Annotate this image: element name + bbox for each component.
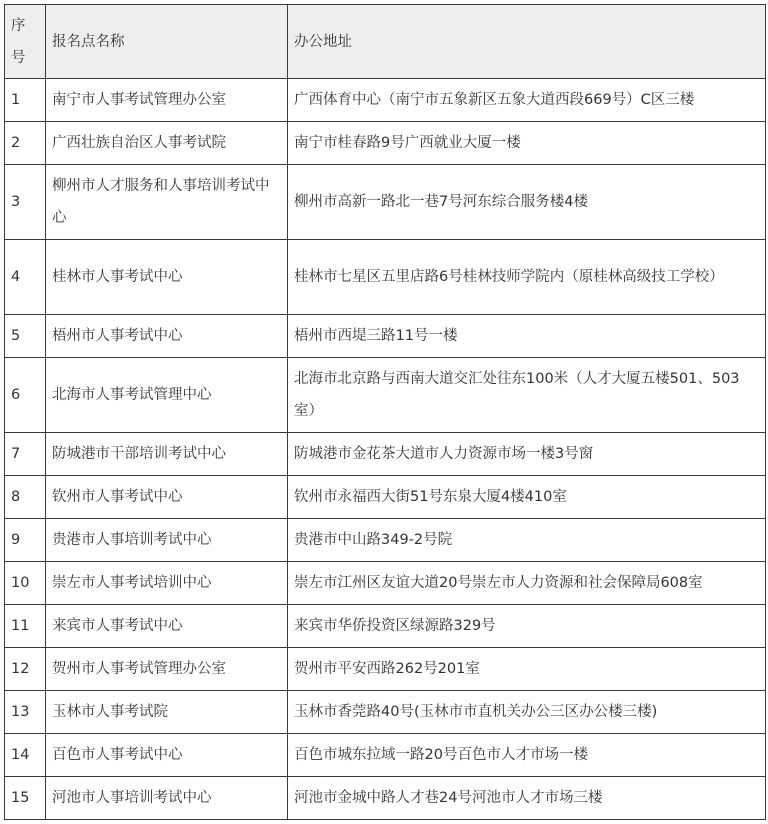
cell-name: 南宁市人事考试管理办公室 (46, 79, 288, 122)
cell-index: 5 (5, 315, 46, 358)
cell-address: 贺州市平安西路262号201室 (288, 648, 766, 691)
table-row (5, 165, 766, 240)
cell-name: 梧州市人事考试中心 (46, 315, 288, 358)
cell-address: 钦州市永福西大街51号东泉大厦4楼410室 (288, 476, 766, 519)
cell-address: 北海市北京路与西南大道交汇处往东100米（人才大厦五楼501、503室） (288, 358, 766, 433)
cell-address: 柳州市高新一路北一巷7号河东综合服务楼4楼 (288, 165, 766, 240)
cell-address: 梧州市西堤三路11号一楼 (288, 315, 766, 358)
cell-index: 12 (5, 648, 46, 691)
cell-name: 桂林市人事考试中心 (46, 240, 288, 315)
table-row (5, 519, 766, 562)
cell-index: 15 (5, 777, 46, 820)
table-row (5, 605, 766, 648)
cell-index: 8 (5, 476, 46, 519)
cell-name: 防城港市干部培训考试中心 (46, 433, 288, 476)
cell-index: 13 (5, 691, 46, 734)
cell-address: 来宾市华侨投资区绿源路329号 (288, 605, 766, 648)
cell-name: 贺州市人事考试管理办公室 (46, 648, 288, 691)
cell-address: 玉林市香莞路40号(玉林市市直机关办公三区办公楼三楼) (288, 691, 766, 734)
cell-name: 北海市人事考试管理中心 (46, 358, 288, 433)
cell-address: 崇左市江州区友谊大道20号崇左市人力资源和社会保障局608室 (288, 562, 766, 605)
cell-index: 9 (5, 519, 46, 562)
header-row (5, 5, 766, 79)
cell-name: 柳州市人才服务和人事培训考试中心 (46, 165, 288, 240)
cell-name: 来宾市人事考试中心 (46, 605, 288, 648)
cell-name: 广西壮族自治区人事考试院 (46, 122, 288, 165)
table-row (5, 648, 766, 691)
header-name: 报名点名称 (46, 5, 288, 79)
table-header (5, 5, 766, 79)
table-row (5, 734, 766, 777)
cell-index: 3 (5, 165, 46, 240)
cell-address: 河池市金城中路人才巷24号河池市人才市场三楼 (288, 777, 766, 820)
cell-address: 南宁市桂春路9号广西就业大厦一楼 (288, 122, 766, 165)
registration-points-table-container (4, 4, 766, 820)
cell-index: 11 (5, 605, 46, 648)
table-row (5, 476, 766, 519)
cell-name: 钦州市人事考试中心 (46, 476, 288, 519)
table-row (5, 433, 766, 476)
table-row (5, 79, 766, 122)
cell-name: 河池市人事培训考试中心 (46, 777, 288, 820)
cell-address: 百色市城东拉域一路20号百色市人才市场一楼 (288, 734, 766, 777)
registration-points-table (4, 4, 766, 820)
cell-index: 14 (5, 734, 46, 777)
header-address: 办公地址 (288, 5, 766, 79)
cell-name: 玉林市人事考试院 (46, 691, 288, 734)
table-row (5, 240, 766, 315)
cell-address: 防城港市金花茶大道市人力资源市场一楼3号窗 (288, 433, 766, 476)
cell-index: 1 (5, 79, 46, 122)
cell-name: 贵港市人事培训考试中心 (46, 519, 288, 562)
cell-address: 广西体育中心（南宁市五象新区五象大道西段669号）C区三楼 (288, 79, 766, 122)
header-index: 序号 (5, 5, 46, 79)
table-row (5, 358, 766, 433)
table-row (5, 777, 766, 820)
cell-index: 2 (5, 122, 46, 165)
cell-index: 7 (5, 433, 46, 476)
table-row (5, 122, 766, 165)
cell-name: 百色市人事考试中心 (46, 734, 288, 777)
cell-address: 桂林市七星区五里店路6号桂林技师学院内（原桂林高级技工学校） (288, 240, 766, 315)
cell-address: 贵港市中山路349-2号院 (288, 519, 766, 562)
table-body (5, 79, 766, 820)
cell-index: 4 (5, 240, 46, 315)
cell-name: 崇左市人事考试培训中心 (46, 562, 288, 605)
table-row (5, 315, 766, 358)
table-row (5, 562, 766, 605)
cell-index: 10 (5, 562, 46, 605)
cell-index: 6 (5, 358, 46, 433)
table-row (5, 691, 766, 734)
